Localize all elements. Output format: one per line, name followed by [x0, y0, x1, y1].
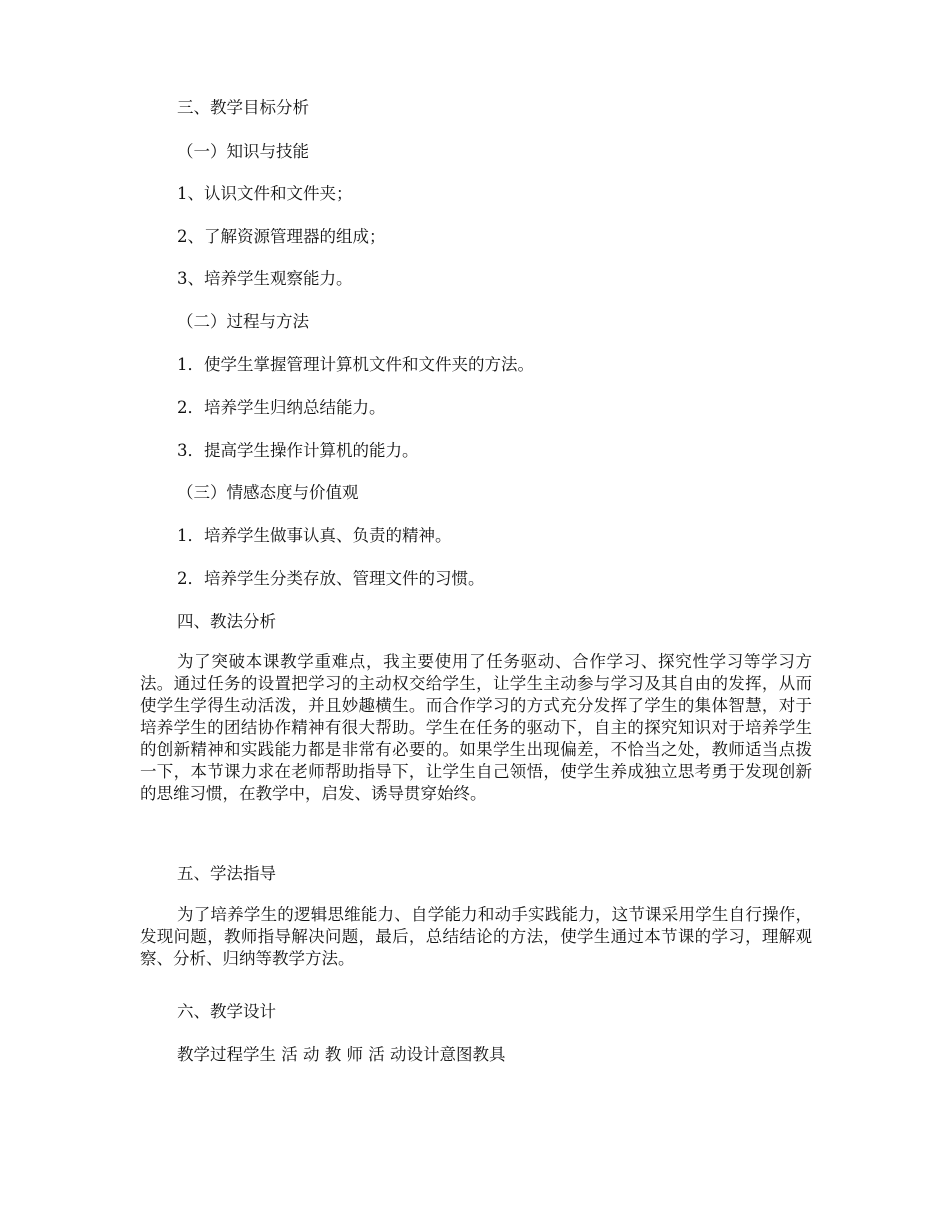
subsection-heading: （一）知识与技能 [177, 142, 309, 161]
list-item: 3、培养学生观察能力。 [177, 269, 353, 288]
body-paragraph: 为了突破本课教学重难点，我主要使用了任务驱动、合作学习、探究性学习等学习方法。通过任务的设置把学习的主动权交给学生，让学生主动参与学习及其自由的发挥，从而使学生学得生动活泼，并且妙趣横生。而合作学习的方式充分发挥了学生的集体智慧，对于培养学生的团结协作精神有很大帮助。学生在任务的驱动下，自主的探究知识对于培养学生的创新精神和实践能力都是非常有必要的。如果学生出现偏差，不恰当之处，教师适当点拨一下，本节课力求在老师帮助指导下，让学生自己领悟，使学生养成独立思考勇于发现创新的思维习惯，在教学中，启发、诱导贯穿始终。 [140, 652, 812, 803]
list-item: 2．培养学生归纳总结能力。 [177, 398, 386, 417]
table-header-line: 教学过程学生 活 动 教 师 活 动设计意图教具 [177, 1045, 506, 1064]
list-item: 3．提高学生操作计算机的能力。 [177, 441, 419, 460]
list-item: 2、了解资源管理器的组成； [177, 227, 386, 246]
body-paragraph: 为了培养学生的逻辑思维能力、自学能力和动手实践能力，这节课采用学生自行操作，发现问题，教师指导解决问题，最后，总结结论的方法，使学生通过本节课的学习，理解观察、分析、归纳等教学方法。 [140, 905, 812, 968]
subsection-heading: （三）情感态度与价值观 [177, 483, 359, 502]
section-heading: 六、教学设计 [177, 1002, 276, 1021]
list-item: 1．使学生掌握管理计算机文件和文件夹的方法。 [177, 355, 534, 374]
list-item: 1．培养学生做事认真、负责的精神。 [177, 526, 452, 545]
section-heading: 三、教学目标分析 [177, 98, 309, 117]
list-item: 2．培养学生分类存放、管理文件的习惯。 [177, 569, 485, 588]
section-heading: 五、学法指导 [177, 864, 276, 883]
section-heading: 四、教法分析 [177, 612, 276, 631]
list-item: 1、认识文件和文件夹； [177, 184, 353, 203]
subsection-heading: （二）过程与方法 [177, 312, 309, 331]
